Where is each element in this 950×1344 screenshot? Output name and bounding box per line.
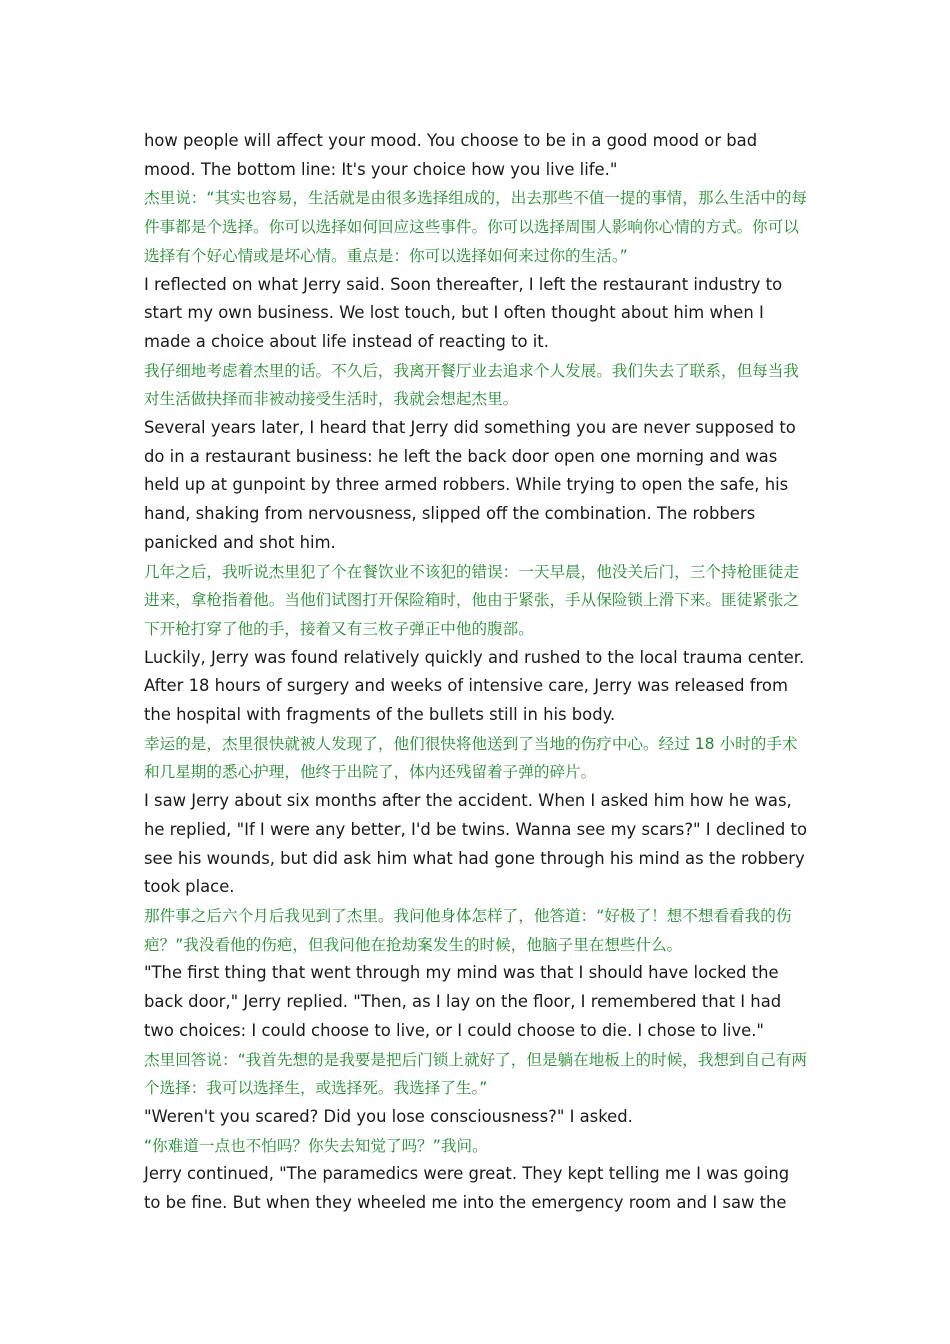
paragraph-english: Jerry continued, "The paramedics were great. They kept telling me I was going to be fine. But when they wheeled me into the emergency room and I saw the	[144, 1164, 790, 1213]
paragraph-english: I saw Jerry about six months after the accident. When I asked him how he was, he replied, "If I were any better, I'd be twins. Wanna see my scars?" I declined to see his wounds, but did ask him what had gone through his mind as the robbery took place.	[144, 791, 807, 897]
paragraph-english: Several years later, I heard that Jerry did something you are never supposed to do in a restaurant business: he left the back door open one morning and was held up at gunpoint by three armed robbers. While trying to open the safe, his hand, shaking from nervousness, slipped off the combination. The robbers panicked and shot him.	[144, 418, 796, 552]
paragraph-chinese: 幸运的是，杰里很快就被人发现了，他们很快将他送到了当地的伤疗中心。经过 18 小时的手术和几星期的悉心护理，他终于出院了，体内还残留着子弹的碎片。	[144, 734, 798, 782]
paragraph-english: I reflected on what Jerry said. Soon thereafter, I left the restaurant industry to start my own business. We lost touch, but I often thought about him when I made a choice about life instead of reacting to it.	[144, 274, 783, 351]
paragraph-english: "Weren't you scared? Did you lose consciousness?" I asked.	[144, 1106, 633, 1126]
paragraph-english: how people will affect your mood. You choose to be in a good mood or bad mood. The bottom line: It's your choice how you live life."	[144, 131, 758, 179]
paragraph-chinese: 那件事之后六个月后我见到了杰里。我问他身体怎样了，他答道：“好极了！想不想看看我的伤疤？”我没看他的伤疤，但我问他在抢劫案发生的时候，他脑子里在想些什么。	[144, 906, 792, 954]
paragraph-chinese: 杰里说：“其实也容易，生活就是由很多选择组成的，出去那些不值一提的事情，那么生活中的每件事都是个选择。你可以选择如何回应这些事件。你可以选择周围人影响你心情的方式。你可以选择有个好心情或是坏心情。重点是：你可以选择如何来过你的生活。”	[144, 189, 808, 265]
paragraph-chinese: 杰里回答说：“我首先想的是我要是把后门锁上就好了，但是躺在地板上的时候，我想到自己有两个选择：我可以选择生，或选择死。我选择了生。”	[144, 1050, 808, 1098]
paragraph-chinese: 我仔细地考虑着杰里的话。不久后，我离开餐厅业去追求个人发展。我们失去了联系，但每当我对生活做抉择而非被动接受生活时，我就会想起杰里。	[144, 361, 799, 409]
paragraph-chinese: 几年之后，我听说杰里犯了个在餐饮业不该犯的错误：一天早晨，他没关后门，三个持枪匪徒走进来，拿枪指着他。当他们试图打开保险箱时，他由于紧张，手从保险锁上滑下来。匪徒紧张之下开枪打穿了他的手，接着又有三枚子弹正中他的腹部。	[144, 562, 799, 638]
paragraph-chinese: “你难道一点也不怕吗？你失去知觉了吗？”我问。	[144, 1136, 488, 1155]
paragraph-english: Luckily, Jerry was found relatively quickly and rushed to the local trauma center. After 18 hours of surgery and weeks of intensive care, Jerry was released from the hospital with fragments of the bullets still in his body.	[144, 647, 805, 725]
document-page	[144, 127, 808, 1218]
paragraph-english: "The first thing that went through my mind was that I should have locked the back door," Jerry replied. "Then, as I lay on the floor, I remembered that I had two choices: I could choose to live, or I could choose to die. I chose to live."	[144, 963, 782, 1040]
